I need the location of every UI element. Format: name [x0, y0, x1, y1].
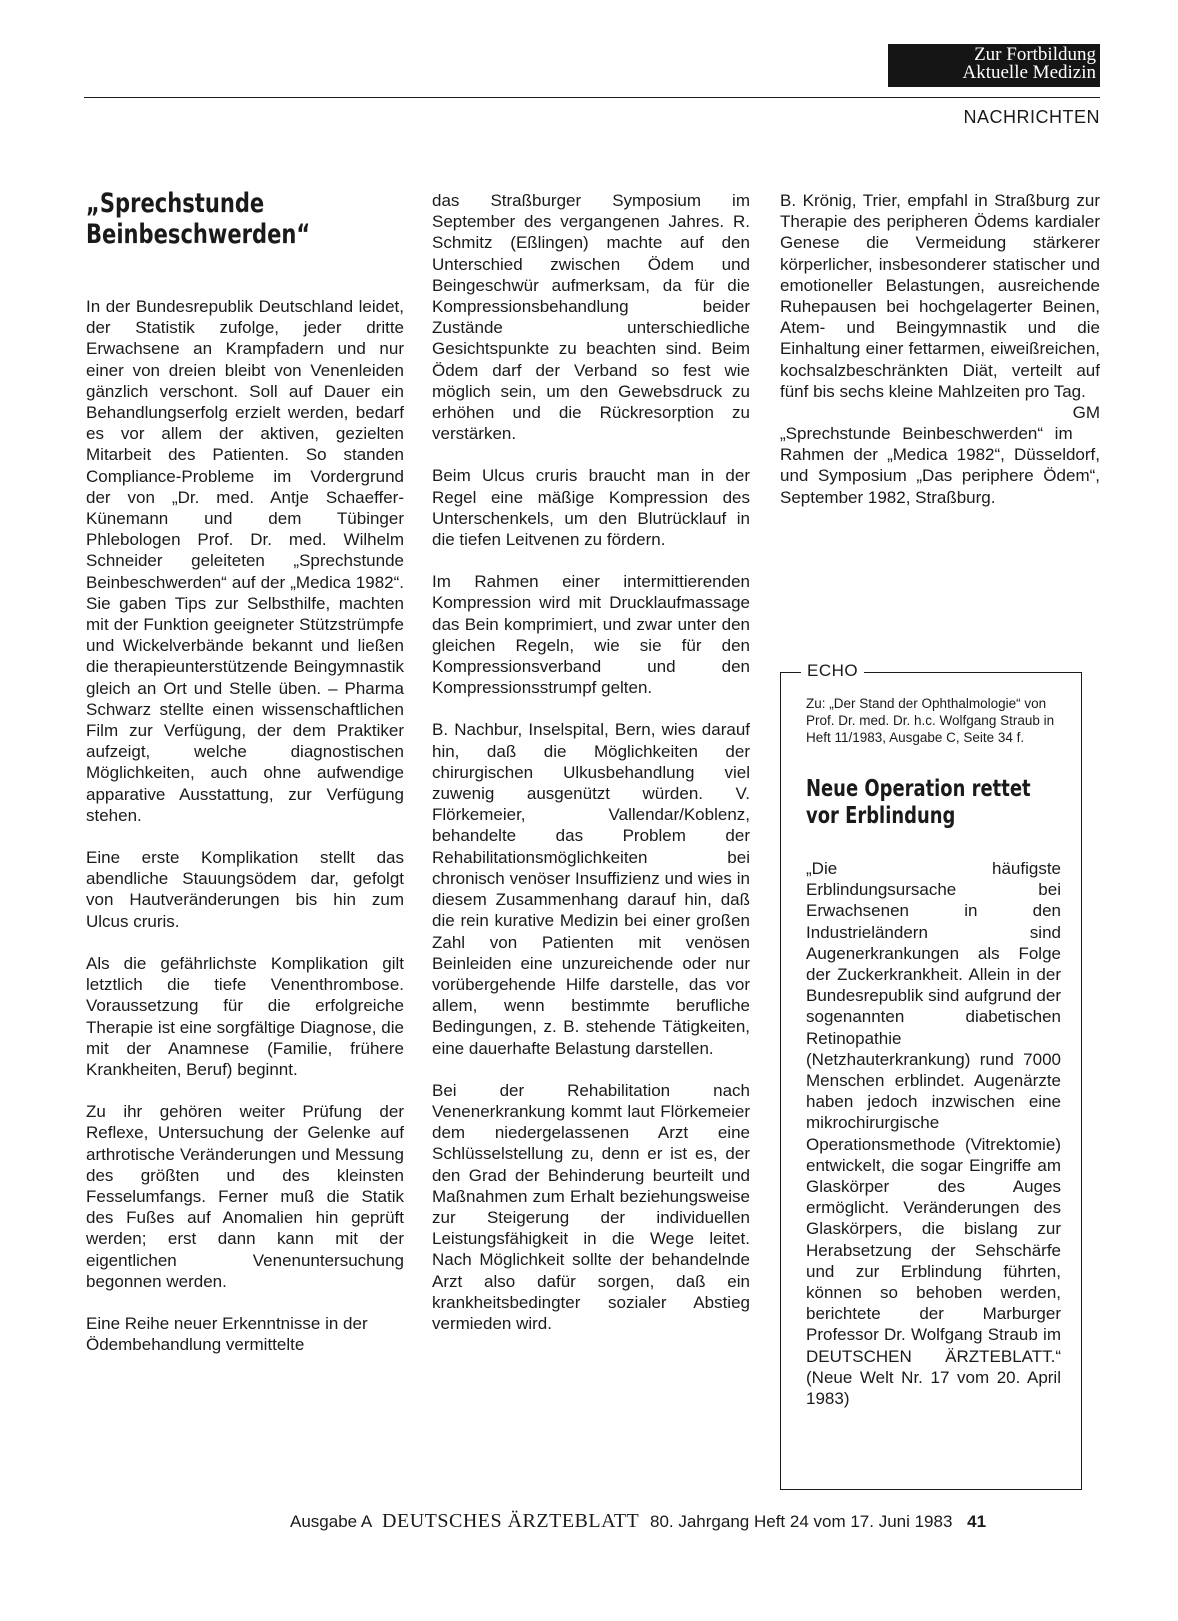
echo-box [780, 661, 1082, 1490]
paragraph: Bei der Rehabilitation nach Venenerkrankung kommt laut Flörkemeier dem niedergelassenen Arzt eine Schlüsselstellung zu, denn er ist es, der den Grad der Behinderung beurteilt und Maßnahmen zum Erhalt beziehungsweise zur Steigerung der individuellen Leistungsfähigkeit in die Wege leitet. Nach Möglichkeit sollte der behandelnde Arzt also dafür sorgen, daß ein krankheitsbedingter sozialer Abstieg vermieden wird. [432, 1080, 750, 1333]
paragraph: Eine Reihe neuer Erkenntnisse in der Ödembehandlung vermittelte [86, 1313, 368, 1355]
article-column-3 [780, 190, 1100, 529]
footer-issue: 80. Jahrgang Heft 24 vom 17. Juni 1983 [650, 1512, 953, 1531]
paragraph: In der Bundesrepublik Deutschland leidet, der Statistik zufolge, jeder dritte Erwachsene an Krampfadern und nur einer von dreien bleibt von Venenleiden gänzlich verschont. Soll auf Dauer ein Behandlungserfolg erzielt werden, bedarf es vor allem der aktiven, gezielten Mitarbeit des Patienten. So standen Compliance-Probleme im Vordergrund der von „Dr. med. Antje Schaeffer-Künemann und dem Tübinger Phlebologen Prof. Dr. med. Wilhelm Schneider geleiteten „Sprechstunde Beinbeschwerden“ auf der „Medica 1982“. Sie gaben Tips zur Selbsthilfe, machten mit der Funktion geeigneter Stützstrümpfe und Wickelverbände bekannt und ließen die therapieunterstützende Beingymnastik gleich an Ort und Stelle üben. – Pharma Schwarz stellte einen wissenschaftlichen Film zur Verfügung, der dem Praktiker aufzeigt, welche diagnostischen Möglichkeiten, auch ohne aufwendige apparative Ausstattung, zur Verfügung stehen. [86, 297, 404, 825]
paragraph: das Straßburger Symposium im September des vergangenen Jahres. R. Schmitz (Eßlingen) machte auf den Unterschied zwischen Ödem und Beingeschwür aufmerksam, da für die Kompressionsbehandlung beider Zustände unterschiedliche Gesichtspunkte zu beachten sind. Beim Ödem darf der Verband so fest wie möglich sein, um den Gewebsdruck zu erhöhen und die Rückresorption zu verstärken. [432, 191, 750, 444]
paragraph: Als die gefährlichste Komplikation gilt letztlich die tiefe Venenthrombose. Voraussetzung für die erfolgreiche Therapie ist eine sorgfältige Diagnose, die mit der Anamnese (Familie, frühere Krankheiten, Beruf) beginnt. [86, 953, 404, 1079]
echo-body: „Die häufigste Erblindungsursache bei Erwachsenen in den Industrieländern sind Augenerkrankungen als Folge der Zuckerkrankheit. Allein in der Bundesrepublik sind aufgrund der sogenannten diabetischen Retinopathie (Netzhauterkrankung) rund 7000 Menschen erblindet. Augenärzte haben jedoch inzwischen eine mikrochirurgische Operationsmethode (Vitrektomie) entwickelt, die sogar Eingriffe am Glaskörper des Auges ermöglicht. Veränderungen des Glaskörpers, die bislang zur Herabsetzung der Sehschärfe und zur Erblindung führten, können so behoben werden, berichtete der Marburger Professor Dr. Wolfgang Straub im DEUTSCHEN ÄRZTEBLATT.“ (Neue Welt Nr. 17 vom 20. April 1983) [806, 859, 1061, 1409]
paragraph: Eine erste Komplikation stellt das abendliche Stauungsödem dar, gefolgt von Hautveränderungen bis hin zum Ulcus cruris. [86, 848, 404, 931]
article-headline: „Sprechstunde Beinbeschwerden“ [86, 188, 311, 250]
paragraph: Beim Ulcus cruris braucht man in der Regel eine mäßige Kompression des Unterschenkels, um den Blutrücklauf in die tiefen Leitvenen zu fördern. [432, 466, 750, 550]
source-note: „Sprechstunde Beinbeschwerden“ im Rahmen der „Medica 1982“, Düsseldorf, und Symposium „Das periphere Ödem“, September 1982, Straßburg. [780, 424, 1100, 507]
echo-reference: Zu: „Der Stand der Ophthalmologie“ von Prof. Dr. med. Dr. h.c. Wolfgang Straub in Heft 11/1983, Ausgabe C, Seite 34 f. [806, 696, 1055, 745]
section-label: NACHRICHTEN [963, 107, 1100, 127]
article-column-2 [432, 190, 750, 1355]
footer-edition: Ausgabe A [290, 1512, 372, 1531]
echo-label: ECHO [801, 661, 864, 681]
paragraph: Im Rahmen einer intermittierenden Kompression wird mit Drucklaufmassage das Bein komprimiert, und zwar unter den gleichen Regeln, wie sie für den Kompressionsverband und den Kompressionsstrumpf gelten. [432, 572, 750, 698]
page-number: 41 [967, 1512, 987, 1531]
echo-headline: Neue Operation rettet vor Erblindung [806, 776, 1031, 829]
header-rule [84, 97, 1100, 98]
author-initials: GM [1072, 403, 1100, 423]
article-column-1 [86, 188, 404, 1376]
badge-line-medizin: Aktuelle Medizin [962, 62, 1096, 83]
paragraph: B. Nachbur, Inselspital, Bern, wies darauf hin, daß die Möglichkeiten der chirurgischen Ulkusbehandlung viel zuwenig ausgenützt würden. V. Flörkemeier, Vallendar/Koblenz, behandelte das Problem der Rehabilitationsmöglichkeiten bei chronisch venöser Insuffizienz und wies in diesem Zusammenhang darauf hin, daß die rein kurative Medizin bei einer großen Zahl von Patienten mit venösen Beinleiden eine unzureichende oder nur vorübergehende Hilfe darstelle, das vor allem, wenn bestimmte berufliche Bedingungen, z. B. stehende Tätigkeiten, eine dauerhafte Belastung darstellen. [432, 720, 750, 1058]
footer-journal: DEUTSCHES ÄRZTEBLATT [382, 1510, 640, 1532]
paragraph-text: B. Krönig, Trier, empfahl in Straßburg zur Therapie des peripheren Ödems kardialer Genese die Vermeidung stärkerer körperlicher, insbesonderer statischer und emotioneller Belastungen, ausreichende Ruhepausen bei hochgelagerter Beinen, Atem- und Beingymnastik und die Einhaltung einer fettarmen, eiweißreichen, kochsalzbeschränkten Diät, verteilt auf fünf bis sechs kleine Mahlzeiten pro Tag. [780, 191, 1100, 401]
paragraph: Zu ihr gehören weiter Prüfung der Reflexe, Untersuchung der Gelenke auf arthrotische Veränderungen und Messung des größten und des kleinsten Fesselumfangs. Ferner muß die Statik des Fußes auf Anomalien hin geprüft werden; erst dann kann mit der eigentlichen Venenuntersuchung begonnen werden. [86, 1102, 404, 1291]
badge-line-fortbildung: Zur Fortbildung [974, 44, 1096, 65]
paragraph [780, 190, 1100, 423]
page-footer [290, 1510, 986, 1533]
section-badge [888, 44, 1100, 87]
